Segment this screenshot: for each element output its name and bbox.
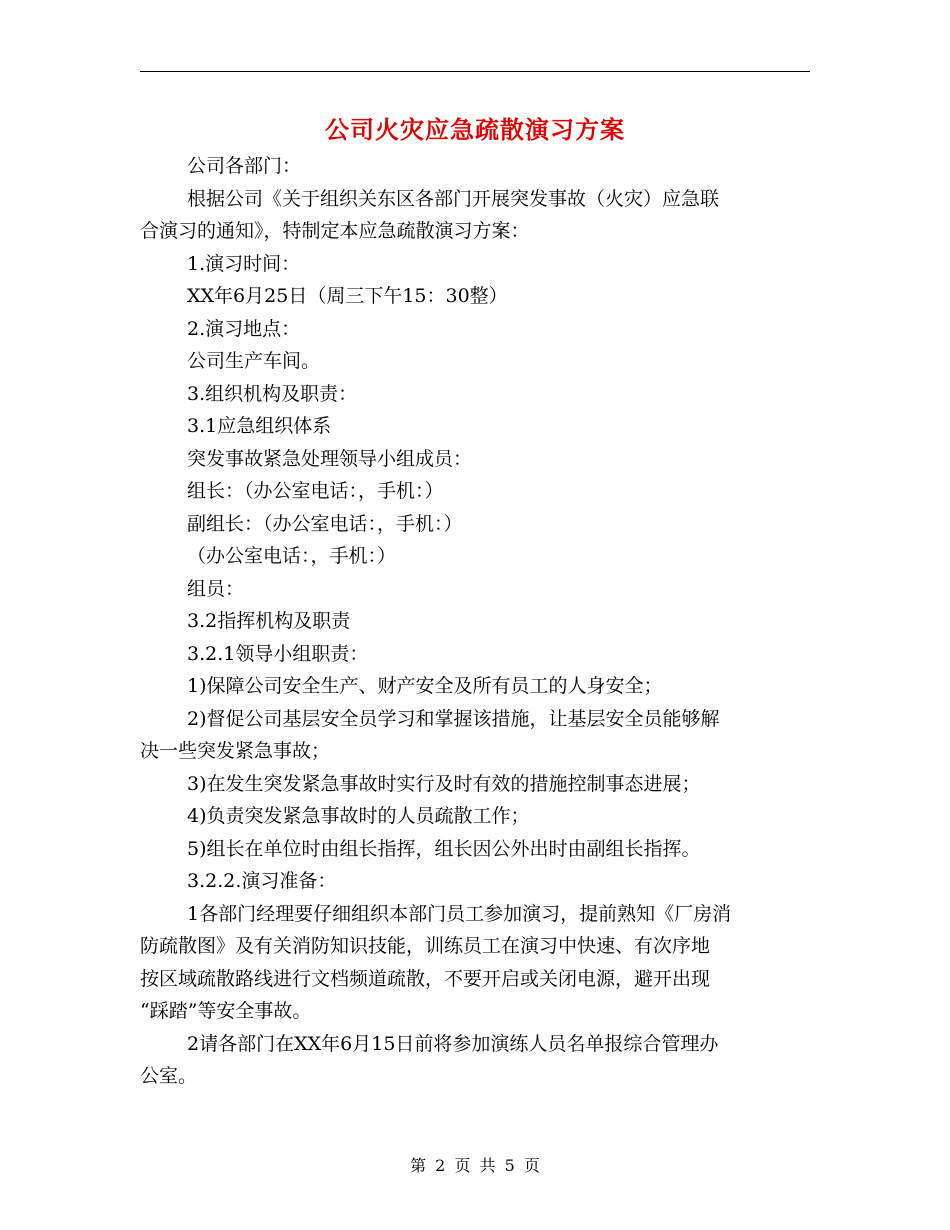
body-line: 合演习的通知》，特制定本应急疏散演习方案： [140, 220, 530, 242]
body-line: XX年6月25日（周三下午15：30整） [187, 285, 508, 307]
body-line: 突发事故紧急处理领导小组成员： [187, 447, 473, 470]
body-line: 2.演习地点： [187, 317, 301, 340]
document-title: 公司火灾应急疏散演习方案 [325, 115, 625, 144]
body-line: 副组长：（办公室电话：，手机：） [187, 512, 463, 535]
body-line: “踩踏”等安全事故。 [140, 1000, 312, 1022]
body-line: 5)组长在单位时由组长指挥，组长因公外出时由副组长指挥。 [187, 837, 701, 860]
body-line: 决一些突发紧急事故； [140, 740, 331, 762]
body-line: 3.1应急组织体系 [187, 415, 332, 437]
body-line: 公室。 [140, 1065, 198, 1087]
body-line: 4)负责突发紧急事故时的人员疏散工作； [187, 805, 530, 827]
document-body [140, 150, 810, 1093]
body-line: 3.组织机构及职责： [187, 382, 358, 405]
body-line: 组长：（办公室电话：，手机：） [187, 480, 444, 502]
header-rule [140, 71, 810, 72]
page-footer: 第 2 页 共 5 页 [410, 1156, 540, 1175]
body-line: 3.2指挥机构及职责 [187, 610, 351, 632]
body-line: 防疏散图》及有关消防知识技能，训练员工在演习中快速、有次序地 [140, 935, 711, 957]
body-line: 3.2.1领导小组职责： [187, 642, 369, 665]
body-line: 2请各部门在XX年6月15日前将参加演练人员名单报综合管理办 [187, 1032, 719, 1055]
body-line: （办公室电话：，手机：） [187, 545, 397, 567]
body-line: 公司各部门： [187, 155, 302, 177]
body-line: 按区域疏散路线进行文档频道疏散，不要开启或关闭电源，避开出现 [140, 967, 711, 990]
body-line: 2)督促公司基层安全员学习和掌握该措施，让基层安全员能够解 [187, 707, 720, 730]
body-line: 1)保障公司安全生产、财产安全及所有员工的人身安全； [187, 675, 663, 697]
body-line: 3)在发生突发紧急事故时实行及时有效的措施控制事态进展； [187, 772, 701, 795]
body-line: 3.2.2.演习准备： [187, 870, 337, 892]
body-line: 根据公司《关于组织关东区各部门开展突发事故（火灾）应急联 [187, 187, 720, 210]
body-line: 1各部门经理要仔细组织本部门员工参加演习，提前熟知《厂房消 [187, 902, 732, 925]
body-line: 1.演习时间： [187, 252, 301, 275]
body-line: 组员： [187, 577, 245, 600]
body-line: 公司生产车间。 [187, 350, 321, 372]
